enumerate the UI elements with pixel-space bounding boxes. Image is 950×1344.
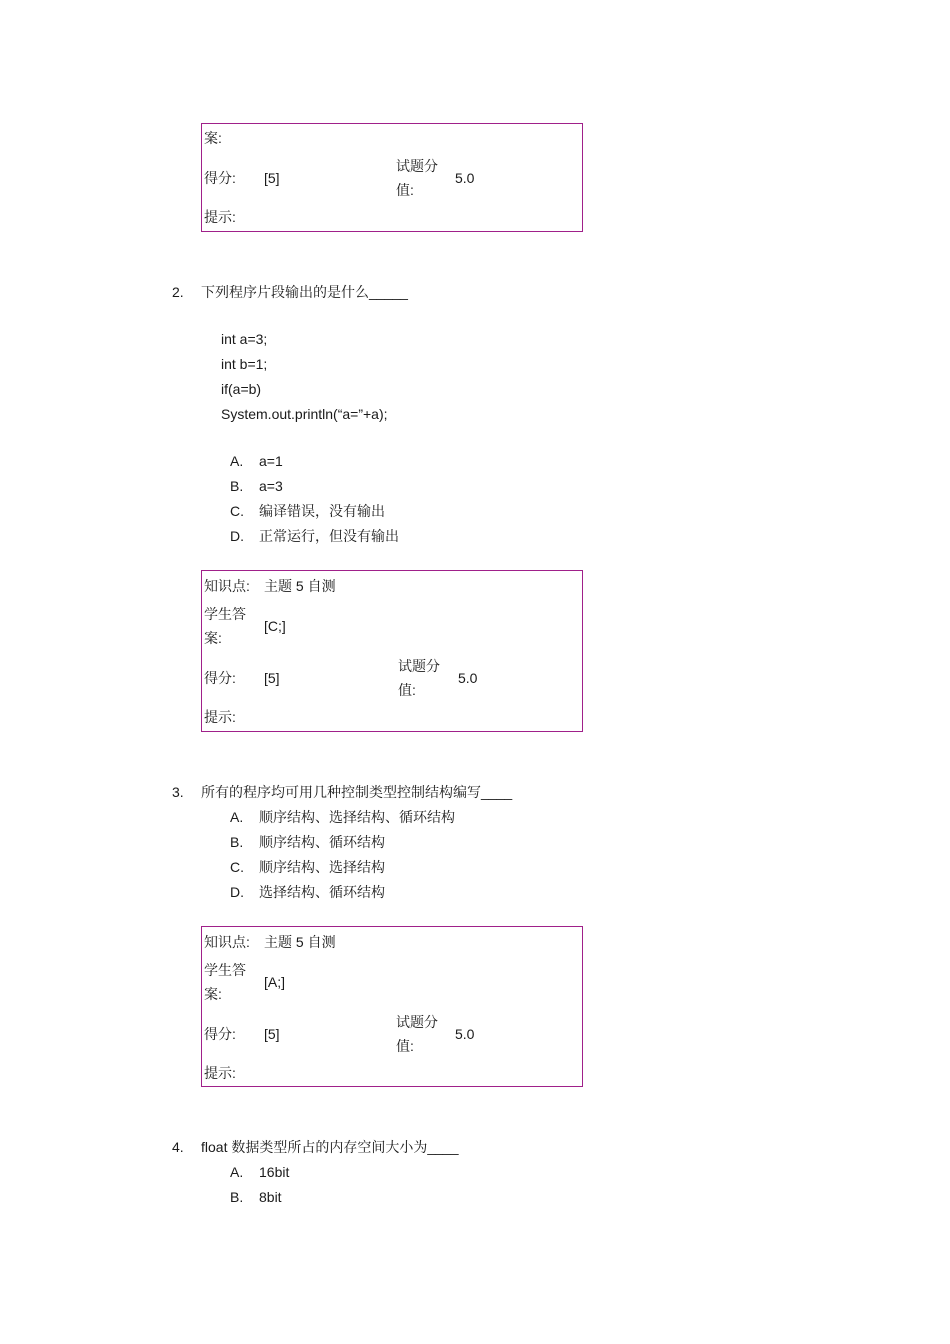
code-line: System.out.println(“a=”+a); xyxy=(221,406,388,422)
student-answer: [A;] xyxy=(264,974,286,990)
knowledge-point: 主题 5 自测 xyxy=(264,578,336,594)
answer-label-tail: 案: xyxy=(204,130,222,146)
question-value-label: 试题分 xyxy=(398,658,440,674)
option-letter: C. xyxy=(230,503,244,519)
option-text: 选择结构、循环结构 xyxy=(259,884,385,900)
option-letter: D. xyxy=(230,528,244,544)
student-answer-label: 学生答 xyxy=(204,606,246,622)
option-text: 顺序结构、选择结构、循环结构 xyxy=(259,809,455,825)
option-text: 8bit xyxy=(259,1189,282,1205)
score-label: 得分: xyxy=(204,670,236,686)
option-text: 16bit xyxy=(259,1164,290,1180)
question-value-label-2: 值: xyxy=(398,682,416,698)
question-value: 5.0 xyxy=(455,170,475,186)
question-text: float 数据类型所占的内存空间大小为____ xyxy=(201,1139,459,1155)
student-answer: [C;] xyxy=(264,618,286,634)
question-value: 5.0 xyxy=(455,1026,475,1042)
option-letter: B. xyxy=(230,478,244,494)
hint-label: 提示: xyxy=(204,1065,236,1081)
code-line: int a=3; xyxy=(221,331,268,347)
option-letter: D. xyxy=(230,884,244,900)
info-box-q3 xyxy=(201,926,583,1087)
score-value: [5] xyxy=(264,670,280,686)
option-text: 编译错误，没有输出 xyxy=(259,503,385,519)
question-text: 所有的程序均可用几种控制类型控制结构编写____ xyxy=(201,784,513,800)
student-answer-label: 学生答 xyxy=(204,962,246,978)
knowledge-point: 主题 5 自测 xyxy=(264,934,336,950)
hint-label: 提示: xyxy=(204,709,236,725)
option-letter: A. xyxy=(230,809,244,825)
question-number: 2. xyxy=(172,284,184,300)
question-number: 3. xyxy=(172,784,184,800)
option-text: 顺序结构、选择结构 xyxy=(259,859,385,875)
score-label: 得分: xyxy=(204,170,236,186)
knowledge-point-label: 知识点: xyxy=(204,934,250,950)
code-line: int b=1; xyxy=(221,356,268,372)
option-letter: A. xyxy=(230,1164,244,1180)
score-label: 得分: xyxy=(204,1026,236,1042)
question-value-label-2: 值: xyxy=(396,1038,414,1054)
option-text: a=3 xyxy=(259,478,283,494)
option-letter: C. xyxy=(230,859,244,875)
question-value-label: 试题分 xyxy=(396,158,438,174)
question-text: 下列程序片段输出的是什么_____ xyxy=(201,284,408,300)
question-value: 5.0 xyxy=(458,670,478,686)
option-letter: B. xyxy=(230,834,244,850)
knowledge-point-label: 知识点: xyxy=(204,578,250,594)
student-answer-label-2: 案: xyxy=(204,986,222,1002)
question-value-label: 试题分 xyxy=(396,1014,438,1030)
student-answer-label-2: 案: xyxy=(204,630,222,646)
code-line: if(a=b) xyxy=(221,381,262,397)
info-box-q2 xyxy=(201,570,583,732)
option-text: 正常运行，但没有输出 xyxy=(259,528,399,544)
question-value-label-2: 值: xyxy=(396,182,414,198)
option-letter: B. xyxy=(230,1189,244,1205)
option-text: a=1 xyxy=(259,453,283,469)
score-value: [5] xyxy=(264,170,280,186)
hint-label: 提示: xyxy=(204,209,236,225)
info-box-q1 xyxy=(201,123,583,232)
question-number: 4. xyxy=(172,1139,184,1155)
option-text: 顺序结构、循环结构 xyxy=(259,834,385,850)
score-value: [5] xyxy=(264,1026,280,1042)
option-letter: A. xyxy=(230,453,244,469)
